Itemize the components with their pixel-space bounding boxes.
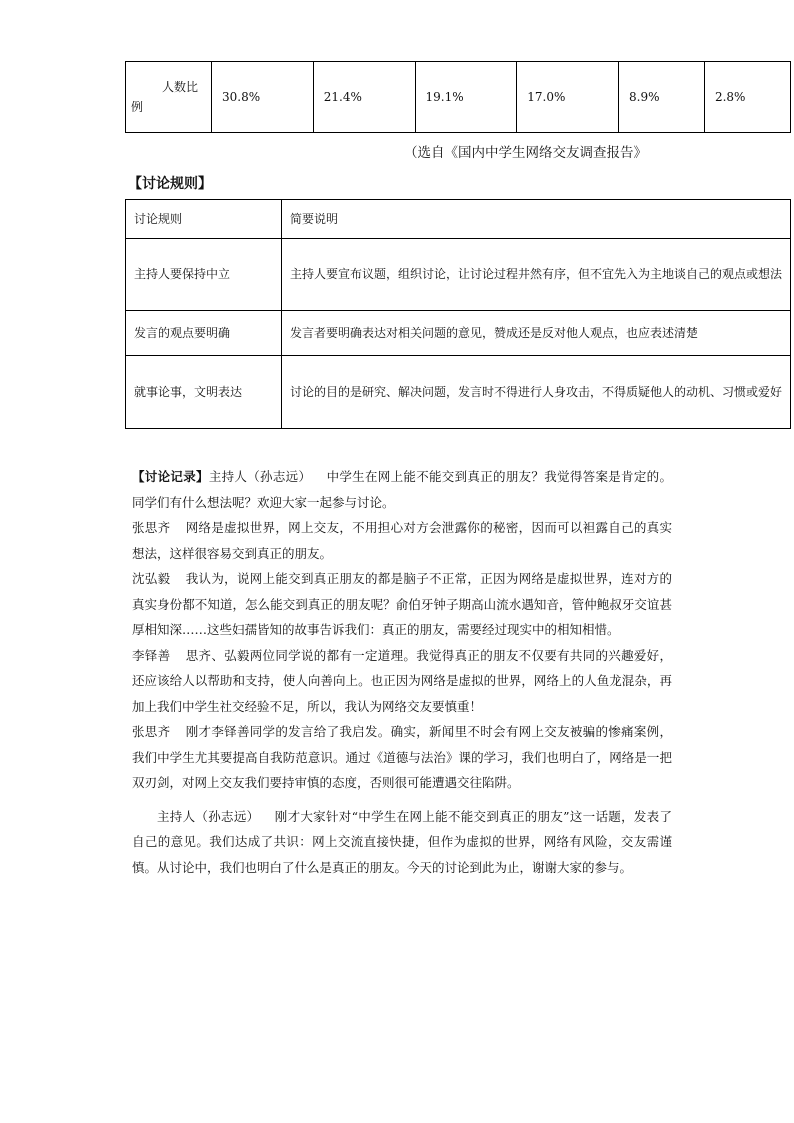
- speech: [132, 643, 672, 720]
- host-closing: [132, 804, 672, 881]
- rule-name: 就事论事，文明表达: [126, 356, 282, 429]
- speech-text: 中学生在网上能不能交到真正的朋友？我觉得答案是肯定的。同学们有什么想法呢？欢迎大家一起参与讨论。: [132, 469, 672, 510]
- speech-text: 我认为，说网上能交到真正朋友的都是脑子不正常，正因为网络是虚拟世界，连对方的真实身份都不知道，怎么能交到真正的朋友呢？俞伯牙钟子期高山流水遇知音，管仲鲍叔牙交谊甚厚相知深……这些妇孺皆知的故事告诉我们：真正的朋友，需要经过现实中的相知相惜。: [132, 571, 672, 637]
- row-label-line2: 例: [131, 100, 144, 114]
- rule-desc: 主持人要宣布议题，组织讨论，让讨论过程井然有序，但不宜先入为主地谈自己的观点或想法: [282, 239, 791, 311]
- row-label-cell: [126, 62, 212, 133]
- speaker-name: 张思齐: [132, 724, 171, 739]
- rule-name: 主持人要保持中立: [126, 239, 282, 311]
- stat-value: 17.0%: [517, 62, 619, 133]
- stat-value: 8.9%: [619, 62, 705, 133]
- speaker-name: 主持人（孙志远）: [157, 808, 260, 824]
- speaker-name: 沈弘毅: [132, 571, 171, 586]
- speech: [132, 566, 672, 643]
- speaker-name: 李铎善: [132, 647, 171, 663]
- stats-table: [125, 61, 791, 133]
- speech: [132, 719, 672, 796]
- speaker-name: 主持人（孙志远）: [208, 469, 312, 484]
- record-heading: 【讨论记录】: [132, 469, 209, 484]
- rules-table: [125, 199, 791, 429]
- source-note: （选自《国内中学生网络交友调查报告》: [404, 145, 647, 161]
- header-desc: 简要说明: [282, 200, 791, 239]
- speech: [132, 515, 672, 566]
- speech-text: 刚才李铎善同学的发言给了我启发。确实，新闻里不时会有网上交友被骗的惨痛案例，我们中学生尤其要提高自我防范意识。通过《道德与法治》课的学习，我们也明白了，网络是一把双刃剑，对网上交友我们要持审慎的态度，否则很可能遭遇交往陷阱。: [132, 724, 672, 790]
- row-label-line1: 人数比: [162, 80, 199, 94]
- speech-text: 网络是虚拟世界，网上交友，不用担心对方会泄露你的秘密，因而可以袒露自己的真实想法，这样很容易交到真正的朋友。: [132, 520, 672, 561]
- rules-heading: 【讨论规则】: [128, 176, 212, 192]
- stat-value: 21.4%: [313, 62, 415, 133]
- rule-desc: 讨论的目的是研究、解决问题，发言时不得进行人身攻击，不得质疑他人的动机、习惯或爱好: [282, 356, 791, 429]
- stat-value: 30.8%: [212, 62, 314, 133]
- table-header-row: [126, 200, 791, 239]
- rule-desc: 发言者要明确表达对相关问题的意见，赞成还是反对他人观点，也应表述清楚: [282, 311, 791, 356]
- stat-value: 19.1%: [415, 62, 517, 133]
- speaker-name: 张思齐: [132, 520, 171, 535]
- host-opening: [132, 464, 672, 515]
- discussion-record: [132, 464, 672, 880]
- speech-text: 思齐、弘毅两位同学说的都有一定道理。我觉得真正的朋友不仅要有共同的兴趣爱好，还应该给人以帮助和支持，使人向善向上。也正因为网络是虚拟的世界，网络上的人鱼龙混杂，再加上我们中学生社交经验不足，所以，我认为网络交友要慎重！: [132, 647, 672, 714]
- table-row: [126, 62, 791, 133]
- table-row: [126, 311, 791, 356]
- header-rule: 讨论规则: [126, 200, 282, 239]
- stat-value: 2.8%: [704, 62, 790, 133]
- table-row: [126, 356, 791, 429]
- table-row: [126, 239, 791, 311]
- speech-text: 刚才大家针对“中学生在网上能不能交到真正的朋友”这一话题，发表了自己的意见。我们达成了共识：网上交流直接快捷，但作为虚拟的世界，网络有风险，交友需谨慎。从讨论中，我们也明白了什么是真正的朋友。今天的讨论到此为止，谢谢大家的参与。: [132, 808, 672, 875]
- rule-name: 发言的观点要明确: [126, 311, 282, 356]
